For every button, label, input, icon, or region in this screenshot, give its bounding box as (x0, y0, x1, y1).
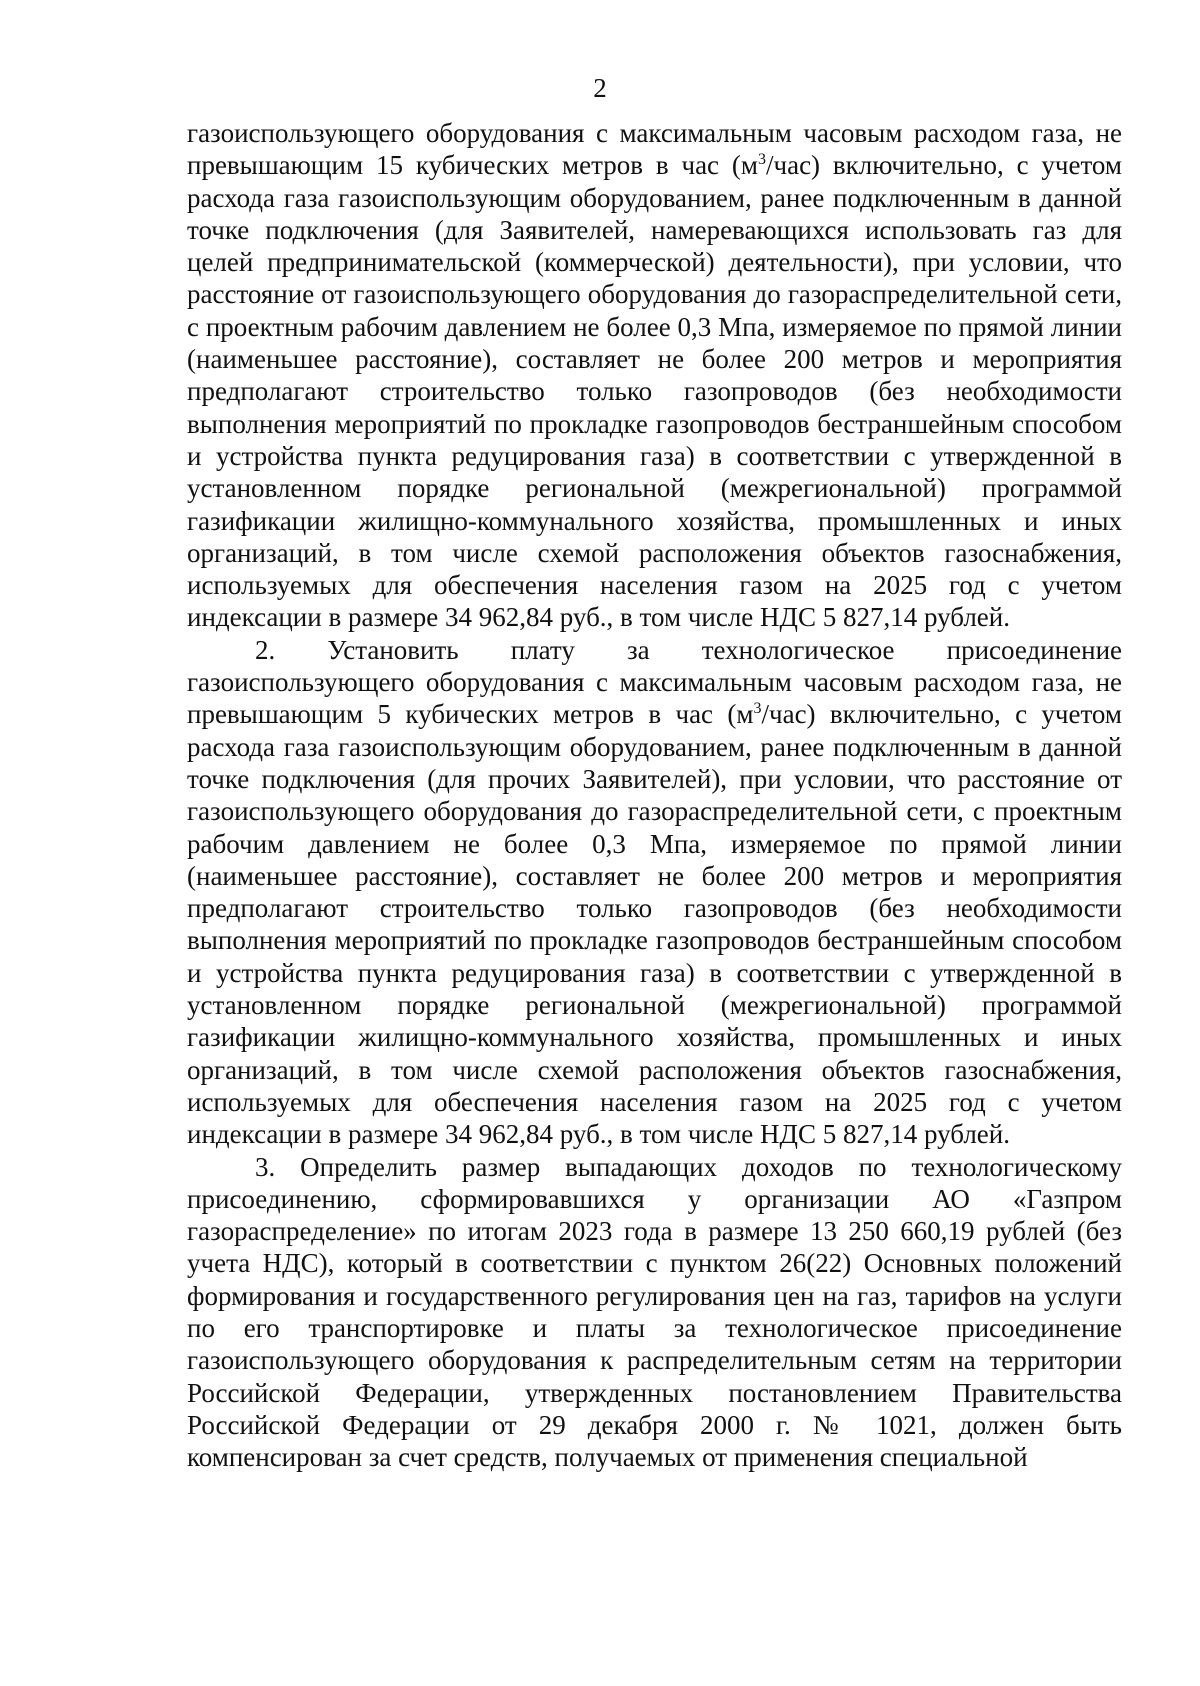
paragraph-continued (187, 117, 1122, 634)
paragraph-item-3 (187, 1151, 1122, 1474)
paragraph-text: /час) включительно, с учетом расхода газа газоиспользующим оборудованием, ранее подключенным в данной точке подключения (для прочих Заявителей), при условии, что расстояние от газоиспользующего оборудования до газораспределительной сети, с проектным рабочим давлением не более 0,3 Мпа, измеряемое по прямой линии (наименьшее расстояние), составляет не более 200 метров и мероприятия предполагают строительство только газопроводов (без необходимости выполнения мероприятий по прокладке газопроводов бестраншейным способом и устройства пункта редуцирования газа) в соответствии с утвержденной в установленном порядке региональной (межрегиональной) программой газификации жилищно-коммунального хозяйства, промышленных и иных организаций, в том числе схемой расположения объектов газоснабжения, используемых для обеспечения населения газом на 2025 год с учетом индексации в размере 34 962,84 руб., в том числе НДС 5 827,14 рублей. (187, 699, 1122, 1150)
superscript: 3 (758, 151, 766, 169)
superscript: 3 (753, 700, 762, 718)
page-number: 2 (593, 73, 607, 103)
document-body (187, 117, 1122, 1473)
paragraph-text: 3. Определить размер выпадающих доходов по технологическому присоединению, сформировавшихся у организации АО «Газпром газораспределение» по итогам 2023 года в размере 13 250 660,19 рублей (без учета НДС), который в соответствии с пунктом 26(22) Основных положений формирования и государственного регулирования цен на газ, тарифов на услуги по его транспортировке и платы за технологическое присоединение газоиспользующего оборудования к распределительным сетям на территории Российской Федерации, утвержденных постановлением Правительства Российской Федерации от 29 декабря 2000 г. № 1021, должен быть компенсирован за счет средств, получаемых от применения специальной (187, 1151, 1122, 1473)
paragraph-text: /час) включительно, с учетом расхода газа газоиспользующим оборудованием, ранее подключенным в данной точке подключения (для Заявителей, намеревающихся использовать газ для целей предпринимательской (коммерческой) деятельности), при условии, что расстояние от газоиспользующего оборудования до газораспределительной сети, с проектным рабочим давлением не более 0,3 Мпа, измеряемое по прямой линии (наименьшее расстояние), составляет не более 200 метров и мероприятия предполагают строительство только газопроводов (без необходимости выполнения мероприятий по прокладке газопроводов бестраншейным способом и устройства пункта редуцирования газа) в соответствии с утвержденной в установленном порядке региональной (межрегиональной) программой газификации жилищно-коммунального хозяйства, промышленных и иных организаций, в том числе схемой расположения объектов газоснабжения, используемых для обеспечения населения газом на 2025 год с учетом индексации в размере 34 962,84 руб., в том числе НДС 5 827,14 рублей. (187, 150, 1122, 633)
paragraph-item-2 (187, 634, 1122, 1151)
paragraph-text: 2. Установить плату за технологическое присоединение газоиспользующего оборудования с максимальным часовым расходом газа, не превышающим 5 кубических метров в час (м (187, 634, 1122, 730)
paragraph-text: газоиспользующего оборудования с максимальным часовым расходом газа, не превышающим 15 кубических метров в час (м (187, 118, 1122, 181)
